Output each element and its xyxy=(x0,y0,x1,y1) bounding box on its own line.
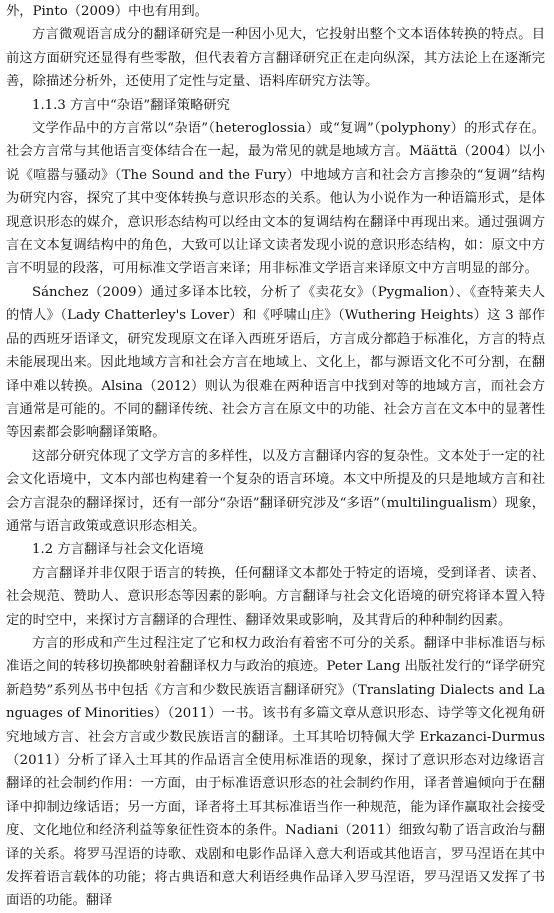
section-heading: 1.1.3 方言中“杂语”翻译策略研究 xyxy=(32,97,230,113)
paragraph: 方言微观语言成分的翻译研究是一种因小见大，它投射出整个文本语体转换的特点。目前这方面研究还显得有些零散，但代表着方言翻译研究正在走向纵深，其方法论上在逐渐完善，除描述分析外，还使用了定性与定量、语料库研究方法等。 xyxy=(6,27,545,90)
paragraph: 文学作品中的方言常以“杂语”（heteroglossia）或“复调”（polyphony）的形式存在。社会方言常与其他语言变体结合在一起，最为常见的就是地域方言。Määttä（2004）以小说《喧嚣与骚动》（The Sound and the Fury）中地域方言和社会方言掺杂的“复调”结构为研究内容，探究了其中变体转换与意识形态的关系。他认为小说作为一种语篇形式，是体现意识形态的媒介，意识形态结构可以经由文本的复调结构在翻译中再现出来。通过强调方言在文本复调结构中的角色，大致可以让译文读者发现小说的意识形态结构，如：原文中方言不明显的段落，可用标准文学语言来译；用非标准文学语言来译原文中方言明显的部分。 xyxy=(6,121,545,277)
paragraph: 方言的形成和产生过程注定了它和权力政治有着密不可分的关系。翻译中非标准语与标准语之间的转移切换都映射着翻译权力与政治的痕迹。Peter Lang 出版社发行的“译学研究新趋势”系列丛书中包括《方言和少数民族语言翻译研究》（Translating Dialects and Languages of Minorities）（2011）一书。该书有多篇文章从意识形态、诗学等文化视角研究地域方言、社会方言或少数民族语言的翻译。土耳其哈切特佩大学 Erkazanci-Durmus（2011）分析了译入土耳其的作品语言全使用标准语的现象，探讨了意识形态对边缘语言翻译的社会制约作用：一方面，由于标准语意识形态的社会制约作用，译者普遍倾向于在翻译中抑制边缘话语；另一方面，译者将土耳其标准语当作一种规范，能为译作赢取社会接受度、文化地位和经济利益等象征性资本的条件。Nadiani（2011）细致勾勒了语言政治与翻译的关系。将罗马涅语的诗歌、戏剧和电影作品译入意大利语或其他语言，罗马涅语在其中发挥着语言载体的功能；将古典语和意大利语经典作品译入罗马涅语，罗马涅语又发挥了书面语的功能。翻译 xyxy=(6,635,546,909)
paragraph: Sánchez（2009）通过多译本比较，分析了《卖花女》（Pygmalion）、《查特莱夫人的情人》（Lady Chatterley's Lover）和《呼啸山庄》（Wuthering Heights）这 3 部作品的西班牙语译文，研究发现原文在译入西班牙语后，方言成分都趋于标准化，方言的特点未能展现出来。因此地域方言和社会方言在地域上、文化上，都与源语文化不可分割，在翻译中难以转换。Alsina（2012）则认为很难在两种语言中找到对等的地域方言，而社会方言通常是可能的。不同的翻译传统、社会方言在原文中的功能、社会方言在文本中的显著性等因素都会影响翻译策略。 xyxy=(6,284,545,441)
section-heading: 1.2 方言翻译与社会文化语境 xyxy=(32,542,204,558)
paragraph: 外，Pinto（2009）中也有用到。 xyxy=(6,4,208,19)
paragraph: 方言翻译并非仅限于语言的转换，任何翻译文本都处于特定的语境，受到译者、读者、社会规范、赞助人、意识形态等因素的影响。方言翻译与社会文化语境的研究将译本置入特定的时空中，来探讨方言翻译的合理性、翻译效果或影响，及其背后的种种制约因素。 xyxy=(6,565,545,628)
paragraph: 这部分研究体现了文学方言的多样性，以及方言翻译内容的复杂性。文本处于一定的社会文化语境中，文本内部也构建着一个复杂的语言环境。本文中所提及的只是地域方言和社会方言混杂的翻译探讨，还有一部分“杂语”翻译研究涉及“多语”（multilingualism）现象，通常与语言政策或意识形态相关。 xyxy=(6,448,545,534)
